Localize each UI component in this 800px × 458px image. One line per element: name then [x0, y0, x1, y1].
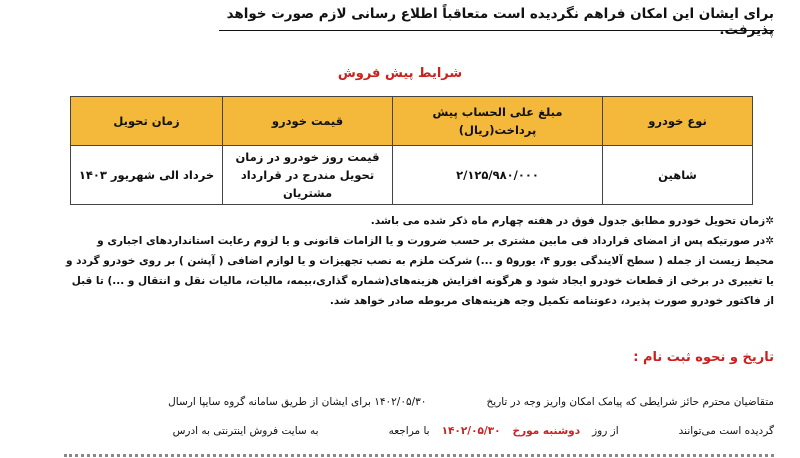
header-delivery-time: زمان تحویل	[71, 97, 223, 146]
asterisk-icon: ✲	[765, 215, 774, 227]
registration-line-2	[64, 425, 774, 437]
reg-line2-b: از روز	[592, 425, 619, 437]
table-row	[71, 146, 753, 205]
top-underline	[219, 30, 774, 31]
top-text: برای ایشان این امکان فراهم نگردیده است متعاقباً اطلاع رسانی لازم صورت خواهد پذیرفت.	[226, 6, 774, 38]
reg-date-highlight: ۱۴۰۲/۰۵/۳۰	[441, 425, 501, 437]
reg-line2-a: گردیده است می‌توانند	[678, 425, 774, 437]
header-prepayment: مبلغ علی الحساب پیش پرداخت(ریال)	[393, 97, 603, 146]
section-title: شرایط پیش فروش	[337, 66, 463, 81]
asterisk-icon: ✲	[765, 235, 774, 247]
reg-line2-c: با مراجعه	[388, 425, 430, 437]
cut-off-text-line	[64, 451, 774, 458]
reg-line1-b: ۱۴۰۲/۰۵/۳۰ برای ایشان از طریق سامانه گروه سایپا ارسال	[168, 396, 427, 408]
presale-table	[70, 96, 753, 205]
note-text: زمان تحویل خودرو مطابق جدول فوق در هفته چهارم ماه ذکر شده می باشد.	[370, 215, 766, 227]
reg-line1-a: متقاضیان محترم حائز شرایطی که پیامک امکان واریز وجه در تاریخ	[486, 396, 774, 408]
cell-prepayment: ۲/۱۲۵/۹۸۰/۰۰۰	[393, 146, 603, 205]
note-item	[64, 211, 774, 231]
cell-car: شاهین	[603, 146, 753, 205]
note-text: در صورتیکه پس از امضای قرارداد فی مابین مشتری بر حسب ضرورت و یا الزامات قانونی و یا لزوم رعایت استانداردهای اجباری و محیط زیست از جمله ( سطح آلایندگی یورو ۴، یورو۵ و ...) شرکت ملزم به نصب تجهیزات و یا لوازم اضافی ( آپشن ) بر روی خودرو گردد و یا تغییری در برخی از قطعات خودرو ایجاد شود و هرگونه افزایش هزینه‌های(شماره گذاری،بیمه، مالیات، مالیات نقل و انتقال و ...) تا قبل از فاکتور خودرو صورت پذیرد، دعوتنامه تکمیل وجه هزینه‌های مربوطه صادر خواهد شد.	[65, 235, 774, 307]
header-car-type: نوع خودرو	[603, 97, 753, 146]
header-car-price: قیمت خودرو	[223, 97, 393, 146]
cell-price: قیمت روز خودرو در زمان تحویل مندرج در قرارداد مشتریان	[223, 146, 393, 205]
reg-day-highlight: دوشنبه مورخ	[512, 425, 581, 437]
table-header-row	[71, 97, 753, 146]
registration-title: تاریخ و نحوه ثبت نام :	[633, 350, 774, 365]
notes	[64, 211, 774, 311]
cell-delivery: خرداد الی شهریور ۱۴۰۳	[71, 146, 223, 205]
note-item	[64, 231, 774, 311]
registration-line-1	[64, 396, 774, 408]
reg-line2-d: به سایت فروش اینترنتی به ادرس	[172, 425, 319, 437]
